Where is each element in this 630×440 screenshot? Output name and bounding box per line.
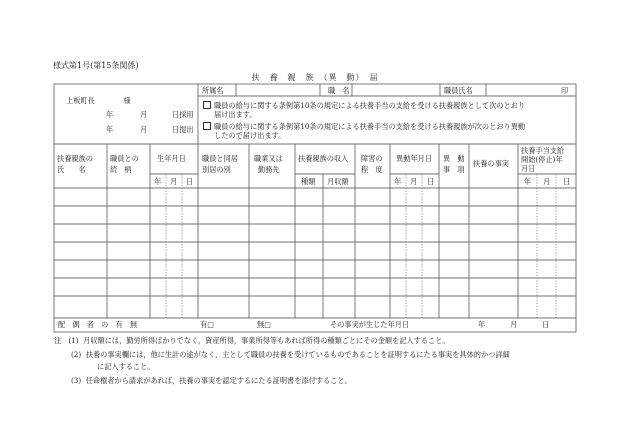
col-support-fact: 扶養の事実 [473, 159, 509, 168]
col-cohabit-2: 別居の別 [202, 165, 231, 174]
recipient: 上板町長 様 [66, 96, 131, 105]
col-birth-day: 日 [186, 177, 194, 186]
spouse-label: 配 偶 者 の 有 無 [58, 320, 138, 329]
option-change-line2: したので届け出ます。 [214, 131, 286, 140]
option-new-line1[interactable]: 職員の給与に関する条例第10条の規定による扶養手当の支給を受ける扶養親族として次のとおり [203, 101, 525, 109]
col-cohabit-1: 職員と同居 [202, 154, 238, 163]
col-income-type: 種類 [301, 177, 316, 186]
col-occupation-2: 勤務先 [258, 165, 280, 174]
fact-date-label: その事実が生じた年月日 [330, 320, 410, 329]
col-change-item-2: 事 項 [443, 165, 465, 174]
hired-month: 月 [140, 110, 148, 119]
col-allowance-3: 月日 [521, 164, 536, 173]
note-3: (3) 任命権者から請求があれば，扶養の事実を認定するにたる証明書を添付すること。 [71, 376, 352, 385]
form-title: 扶 養 親 族 （異 動） 届 [251, 73, 379, 82]
spouse-yes-checkbox[interactable]: 有□ [200, 320, 214, 329]
option-change-line1[interactable]: 職員の給与に関する条例第10条の規定による扶養手当の支給を受ける扶養親族が次のとおり異動 [203, 122, 525, 130]
col-dependent-name-2: 氏 名 [57, 165, 86, 174]
option-change-checkbox[interactable] [203, 122, 211, 130]
option-new-checkbox[interactable] [203, 101, 211, 109]
hired-year: 年 [106, 110, 114, 119]
col-income: 扶養親族の収入 [298, 154, 349, 163]
option-new-line2: 届け出ます。 [214, 110, 257, 119]
form-number: 様式第1号(第15条関係) [53, 61, 139, 70]
col-dependent-name-1: 扶養親族の [57, 154, 93, 163]
fact-day: 日 [542, 320, 550, 329]
col-occupation-1: 職業又は [254, 154, 283, 163]
col-disability-2: 程 度 [361, 165, 383, 174]
submitted-day: 日提出 [172, 125, 194, 134]
col-birth-year: 年 [154, 177, 162, 186]
submitted-year: 年 [106, 125, 114, 134]
col-relation-1: 職員との [110, 154, 139, 163]
hired-day: 日採用 [172, 110, 194, 119]
col-change-day: 日 [427, 177, 435, 186]
col-disability-1: 障害の [361, 154, 383, 163]
col-allowance-day: 日 [563, 177, 571, 186]
post-label: 職 名 [328, 86, 350, 95]
office-label: 所属名 [202, 86, 224, 95]
seal-mark: 印 [561, 86, 569, 95]
fact-month: 月 [510, 320, 518, 329]
fact-year: 年 [478, 320, 486, 329]
col-allowance-1: 扶養手当支給 [521, 146, 565, 155]
submitted-month: 月 [140, 125, 148, 134]
col-change-month: 月 [410, 177, 418, 186]
col-allowance-2: 開始(停止)年 [521, 155, 563, 164]
col-birth-month: 月 [170, 177, 178, 186]
col-relation-2: 続 柄 [110, 165, 132, 174]
col-change-item-1: 異 動 [443, 154, 465, 163]
col-income-monthly: 月収額 [327, 177, 349, 186]
staff-name-label: 職員氏名 [444, 86, 473, 95]
note-2-cont: に記入すること。 [97, 362, 155, 371]
col-change-year: 年 [394, 177, 402, 186]
col-birth-date: 生年月日 [157, 154, 186, 163]
col-change-date: 異動年月日 [396, 154, 432, 163]
col-allowance-month: 月 [543, 177, 551, 186]
note-1: 注 (1) 月収額には，勤労所得ばかりでなく，資産所得，事業所得等もあれば所得の種類ごとにその金額を記入すること。 [54, 336, 450, 345]
col-allowance-year: 年 [524, 177, 532, 186]
note-2: (2) 扶養の事実欄には，他に生計の途がなく，主として職員の扶養を受けているものであることを証明するにたる事実を具体的かつ詳細 [71, 350, 510, 359]
spouse-no-checkbox[interactable]: 無□ [257, 320, 271, 329]
